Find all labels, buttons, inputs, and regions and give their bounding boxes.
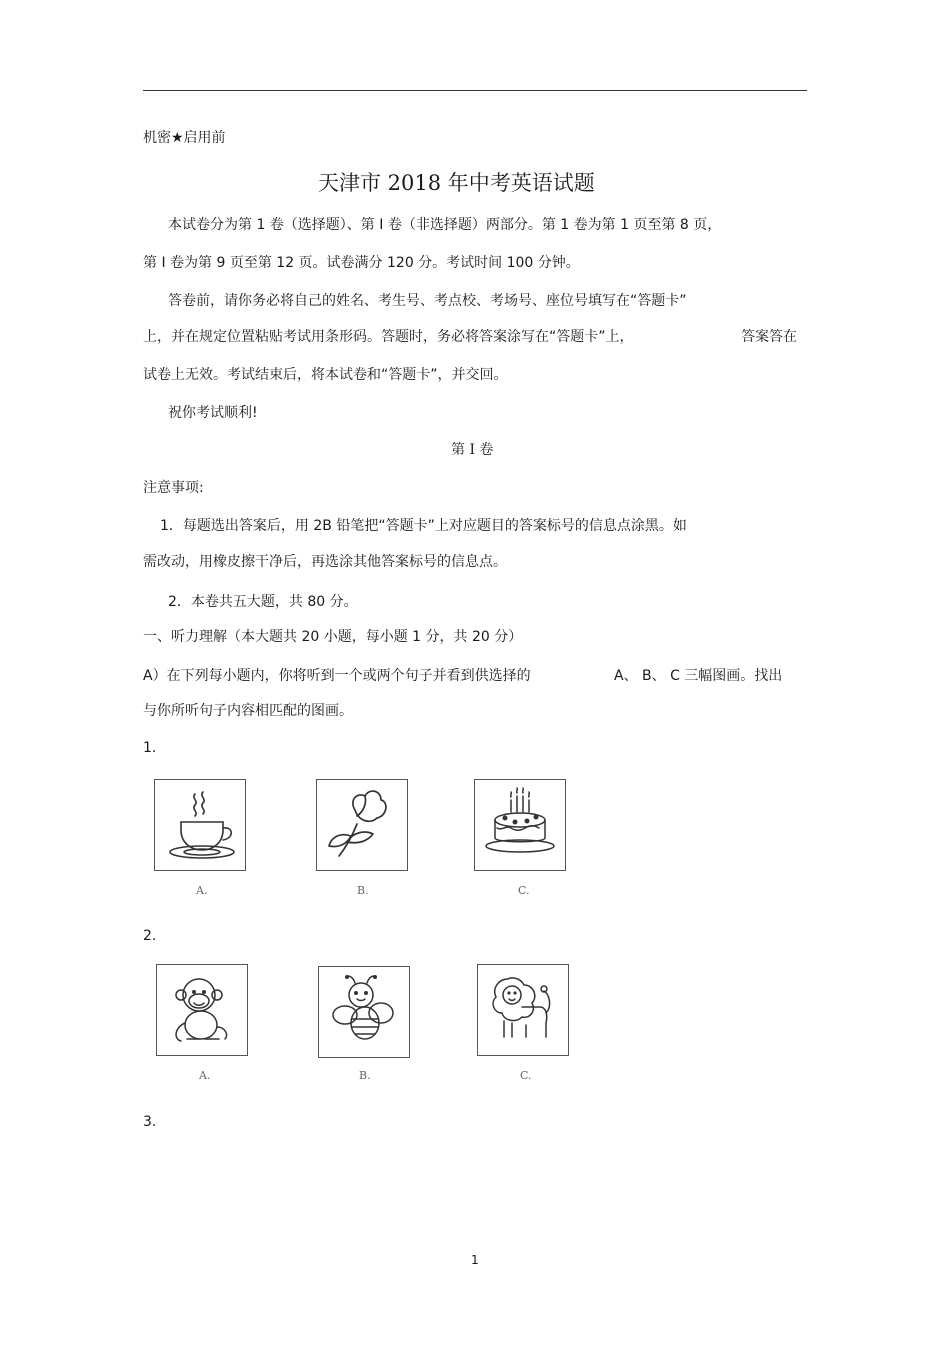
flower-icon: [317, 780, 407, 870]
intro-paragraph-2-line-2-end: 答案答在: [741, 329, 797, 345]
question-2-option-c-picture: [477, 964, 569, 1056]
coffee-cup-icon: [155, 780, 245, 870]
note-1-line-1: 1．每题选出答案后，用 2B 铅笔把“答题卡”上对应题目的答案标号的信息点涂黑。如: [160, 518, 687, 534]
question-2-option-a-picture: [156, 964, 248, 1056]
page-number: 1: [471, 1253, 479, 1267]
question-1-option-a-picture: [154, 779, 246, 871]
good-luck-text: 祝你考试顺利!: [168, 405, 258, 421]
question-1-option-a-label: A.: [196, 884, 208, 897]
question-2-number: 2.: [143, 928, 157, 944]
part-a-instruction-line-1-end: A、 B、 C 三幅图画。找出: [614, 668, 783, 684]
intro-paragraph-2-line-1: 答卷前，请你务必将自己的姓名、考生号、考点校、考场号、座位号填写在“答题卡”: [168, 293, 687, 309]
intro-paragraph-1-line-2: 第 Ⅰ 卷为第 9 页至第 12 页。试卷满分 120 分。考试时间 100 分钟。: [143, 255, 580, 271]
volume-title: 第 I 卷: [451, 442, 494, 458]
note-1-line-2: 需改动，用橡皮擦干净后，再选涂其他答案标号的信息点。: [143, 554, 507, 570]
page-title: 天津市 2018 年中考英语试题: [318, 171, 595, 195]
part-1-heading: 一、听力理解（本大题共 20 小题，每小题 1 分，共 20 分）: [143, 629, 523, 645]
intro-paragraph-2-line-3: 试卷上无效。考试结束后，将本试卷和“答题卡”，并交回。: [143, 367, 508, 383]
question-3-number: 3.: [143, 1114, 157, 1130]
question-2-option-b-label: B.: [359, 1069, 371, 1082]
question-1-option-b-label: B.: [357, 884, 369, 897]
note-2: 2．本卷共五大题，共 80 分。: [168, 594, 358, 610]
lion-icon: [478, 965, 568, 1055]
birthday-cake-icon: [475, 780, 565, 870]
intro-paragraph-2-line-2: 上，并在规定位置粘贴考试用条形码。答题时，务必将答案涂写在“答题卡”上，: [143, 329, 634, 345]
question-2-option-c-label: C.: [520, 1069, 532, 1082]
bee-icon: [319, 967, 409, 1057]
notes-heading: 注意事项:: [143, 480, 204, 496]
question-1-option-b-picture: [316, 779, 408, 871]
question-2-option-a-label: A.: [199, 1069, 211, 1082]
question-1-option-c-label: C.: [518, 884, 530, 897]
header-rule: [143, 90, 807, 91]
intro-paragraph-1-line-1: 本试卷分为第 1 卷（选择题）、第 Ⅰ 卷（非选择题）两部分。第 1 卷为第 1 页至第 8 页，: [168, 217, 722, 233]
question-1-option-c-picture: [474, 779, 566, 871]
part-a-instruction-line-1: A）在下列每小题内，你将听到一个或两个句子并看到供选择的: [143, 668, 531, 684]
question-1-number: 1.: [143, 740, 157, 756]
confidential-mark: 机密★启用前: [143, 130, 226, 146]
monkey-icon: [157, 965, 247, 1055]
part-a-instruction-line-2: 与你所听句子内容相匹配的图画。: [143, 703, 353, 719]
question-2-option-b-picture: [318, 966, 410, 1058]
